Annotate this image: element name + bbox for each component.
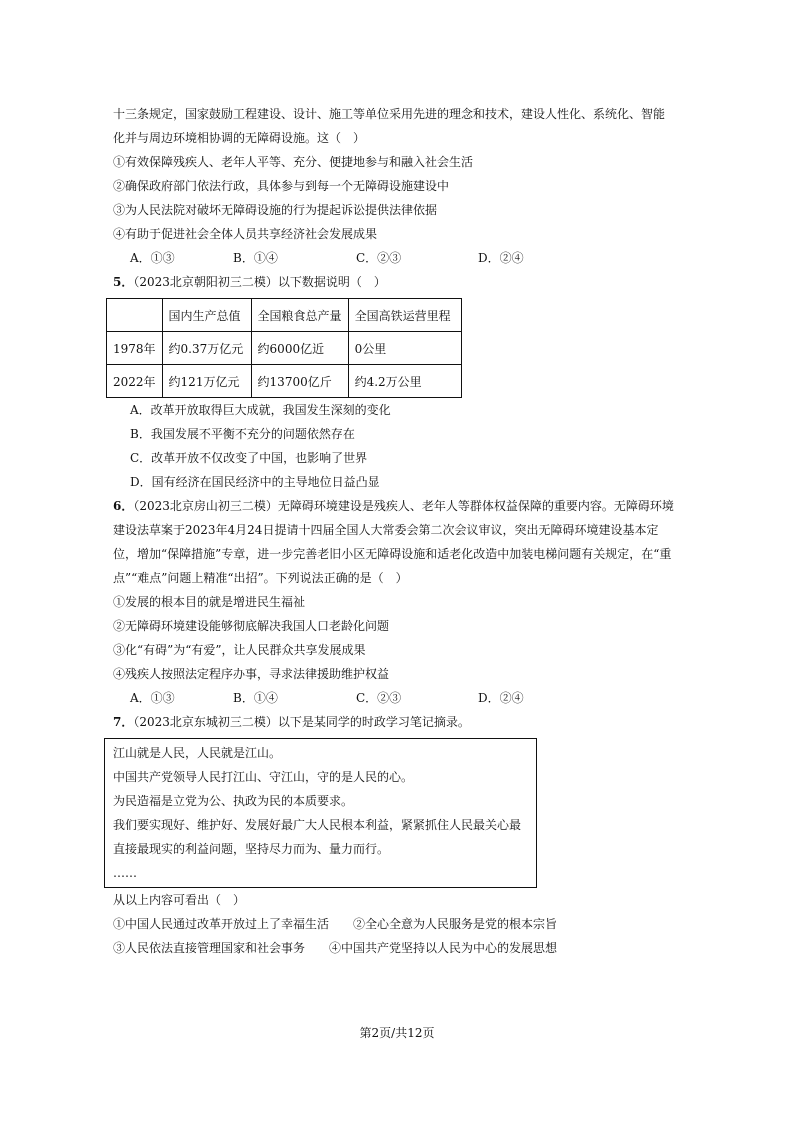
table-row: [107, 332, 462, 365]
page-number-footer: 第2页/共12页: [359, 1026, 435, 1040]
q6-options: [130, 690, 550, 706]
q4-statement-4: ④有助于促进社会全体人员共享经济社会发展成果: [113, 227, 378, 241]
q6-option-d: D．②④: [478, 691, 524, 705]
table-header-row: [107, 299, 462, 332]
table-cell: 约6000亿近: [251, 332, 348, 365]
q4-options: [130, 250, 550, 266]
q6-option-c: C．②③: [356, 691, 402, 705]
q7-question: 从以上内容可看出（ ）: [113, 893, 246, 907]
q5-stem-text: （2023北京朝阳初三二模）以下数据说明（ ）: [133, 275, 386, 289]
q4-option-a: A．①③: [130, 251, 175, 265]
q6-statement-3: ③化“有碍”为“有爱”，让人民群众共享发展成果: [113, 643, 366, 657]
q5-choice-d: D．国有经济在国民经济中的主导地位日益凸显: [130, 475, 380, 489]
q4-option-d: D．②④: [478, 251, 524, 265]
q6-stem-text: （2023北京房山初三二模）无障碍环境建设是残疾人、老年人等群体权益保障的重要内容。无障碍环境: [133, 499, 674, 513]
q6-statement-1: ①发展的根本目的就是增进民生福祉: [113, 595, 306, 609]
table-header-cell: [107, 299, 163, 332]
q6-stem-line-2: 建设法草案于2023年4月24日提请十四届全国人大常委会第二次会议审议，突出无障碍环境建设基本定: [113, 523, 659, 537]
q7-box-line-4: 我们要实现好、维护好、发展好最广大人民根本利益，紧紧抓住人民最关心最: [113, 818, 522, 832]
q4-statement-3: ③为人民法院对破坏无障碍设施的行为提起诉讼提供法律依据: [113, 203, 438, 217]
q6-option-b: B．①④: [233, 691, 278, 705]
q6-stem-line-4: 点”“难点”问题上精准“出招”。下列说法正确的是（ ）: [113, 571, 408, 585]
q7-stem-text: （2023北京东城初三二模）以下是某同学的时政学习笔记摘录。: [133, 715, 470, 729]
q5-number: 5．: [113, 275, 134, 289]
q7-box-line-1: 江山就是人民，人民就是江山。: [113, 746, 282, 760]
q7-statements-row-2: ③人民依法直接管理国家和社会事务 ④中国共产党坚持以人民为中心的发展思想: [113, 941, 558, 955]
q6-number: 6．: [113, 499, 134, 513]
table-cell: 1978年: [107, 332, 163, 365]
q6-statement-2: ②无障碍环境建设能够彻底解决我国人口老龄化问题: [113, 619, 390, 633]
q6-option-a: A．①③: [130, 691, 175, 705]
q6-statement-4: ④残疾人按照法定程序办事，寻求法律援助维护权益: [113, 667, 390, 681]
q7-box-line-2: 中国共产党领导人民打江山、守江山，守的是人民的心。: [113, 770, 414, 784]
q4-option-b: B．①④: [233, 251, 278, 265]
table-header-cell: 国内生产总值: [162, 299, 251, 332]
table-row: [107, 365, 462, 398]
table-header-cell: 全国高铁运营里程: [348, 299, 461, 332]
q5-choice-a: A．改革开放取得巨大成就，我国发生深刻的变化: [130, 403, 391, 417]
q7-number: 7．: [113, 715, 134, 729]
table-cell: 约13700亿斤: [251, 365, 348, 398]
table-header-cell: 全国粮食总产量: [251, 299, 348, 332]
q7-box-line-3: 为民造福是立党为公、执政为民的本质要求。: [113, 794, 354, 808]
q5-choice-c: C．改革开放不仅改变了中国，也影响了世界: [130, 451, 368, 465]
q6-stem-line-3: 位，增加“保障措施”专章，进一步完善老旧小区无障碍设施和适老化改造中加装电梯问题有关规定，在“重: [113, 547, 672, 561]
table-cell: 约121万亿元: [162, 365, 251, 398]
table-cell: 约0.37万亿元: [162, 332, 251, 365]
q5-stem: [113, 274, 386, 290]
q7-box-line-5: 直接最现实的利益问题，坚持尽力而为、量力而行。: [113, 842, 390, 856]
table-cell: 0公里: [348, 332, 461, 365]
q5-choice-b: B．我国发展不平衡不充分的问题依然存在: [130, 427, 355, 441]
q7-box-line-6: ……: [113, 866, 137, 880]
table-cell: 2022年: [107, 365, 163, 398]
intro-line-1: 十三条规定，国家鼓励工程建设、设计、施工等单位采用先进的理念和技术，建设人性化、系统化、智能: [113, 107, 666, 121]
q7-notes-box: [104, 738, 537, 888]
q4-statement-1: ①有效保障残疾人、老年人平等、充分、便捷地参与和融入社会生活: [113, 155, 474, 169]
q6-stem-line-1: [113, 498, 674, 514]
table-cell: 约4.2万公里: [348, 365, 461, 398]
q5-data-table: [106, 298, 462, 398]
q4-option-c: C．②③: [356, 251, 402, 265]
q7-stem: [113, 714, 470, 730]
intro-line-2: 化并与周边环境相协调的无障碍设施。这（ ）: [113, 131, 366, 145]
q7-statements-row-1: ①中国人民通过改革开放过上了幸福生活 ②全心全意为人民服务是党的根本宗旨: [113, 917, 558, 931]
q4-statement-2: ②确保政府部门依法行政，具体参与到每一个无障碍设施建设中: [113, 179, 450, 193]
